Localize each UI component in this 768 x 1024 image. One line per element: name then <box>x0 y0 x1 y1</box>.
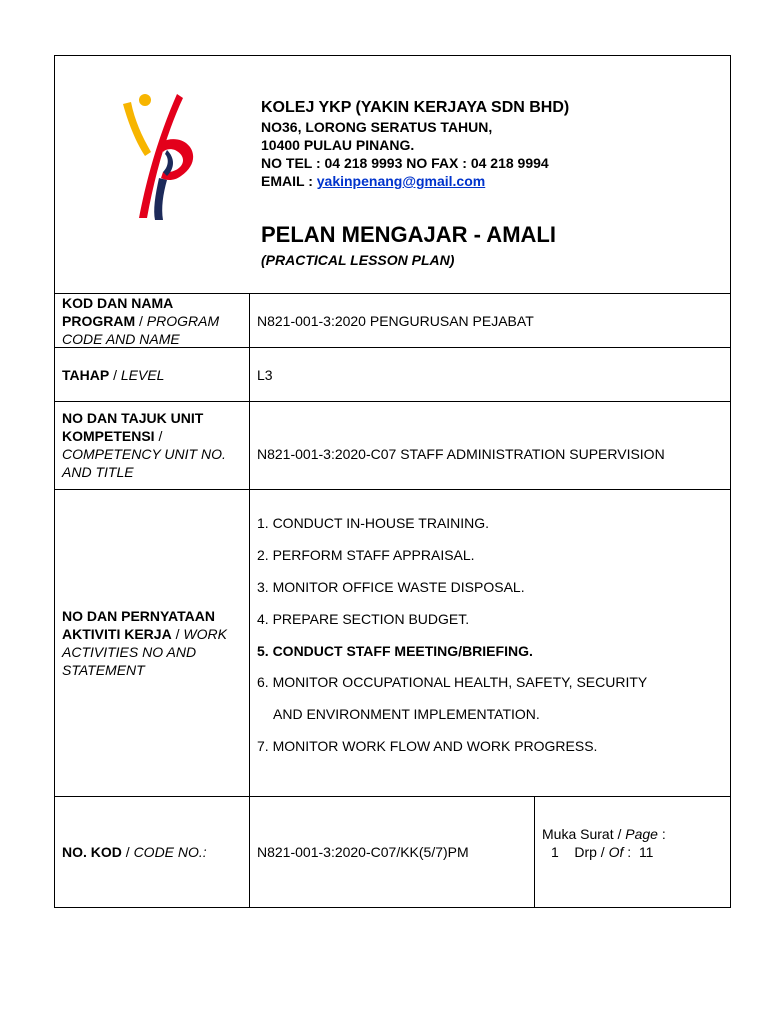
code-value: N821-001-3:2020-C07/KK(5/7)PM <box>257 844 469 860</box>
label-separator: / <box>109 367 121 383</box>
activity-item-7: 7. MONITOR WORK FLOW AND WORK PROGRESS. <box>257 738 598 754</box>
level-label <box>62 366 242 384</box>
page-label-colon: : <box>657 826 666 842</box>
activity-item-6-continued: AND ENVIRONMENT IMPLEMENTATION. <box>273 706 540 722</box>
label-separator: / <box>135 313 147 329</box>
phone-fax: NO TEL : 04 218 9993 NO FAX : 04 218 9994 <box>261 155 549 171</box>
activities-label-italic: WORK ACTIVITIES NO AND STATEMENT <box>62 626 227 678</box>
unit-label-italic: COMPETENCY UNIT NO. AND TITLE <box>62 446 226 480</box>
address-line-1: NO36, LORONG SERATUS TAHUN, <box>261 119 493 135</box>
activity-item-1: 1. CONDUCT IN-HOUSE TRAINING. <box>257 515 490 531</box>
institution-info <box>261 98 569 190</box>
activity-item-2: 2. PERFORM STAFF APPRAISAL. <box>257 547 475 563</box>
address-line-2: 10400 PULAU PINANG. <box>261 137 415 153</box>
email-label: EMAIL : <box>261 173 317 189</box>
divider <box>55 401 730 402</box>
label-separator: / <box>171 626 184 642</box>
code-label <box>62 843 242 861</box>
divider <box>55 796 730 797</box>
program-label-bold: KOD DAN NAMA PROGRAM <box>62 295 173 329</box>
page-number: 1 <box>551 844 559 860</box>
activity-item-4: 4. PREPARE SECTION BUDGET. <box>257 611 470 627</box>
label-separator: / <box>154 428 163 444</box>
level-value: L3 <box>257 367 273 383</box>
divider <box>55 489 730 490</box>
level-label-bold: TAHAP <box>62 367 110 383</box>
column-divider <box>249 293 250 907</box>
document-header <box>55 56 730 294</box>
of-label: Drp / <box>574 844 609 860</box>
code-label-italic: CODE NO.: <box>133 844 207 860</box>
document-subtitle: (PRACTICAL LESSON PLAN) <box>261 252 455 268</box>
total-pages: 11 <box>638 844 654 860</box>
email-line <box>261 172 569 190</box>
program-label-italic: PROGRAM CODE AND NAME <box>62 313 220 347</box>
lesson-plan-document <box>54 55 731 908</box>
column-divider <box>534 796 535 907</box>
program-value: N821-001-3:2020 PENGURUSAN PEJABAT <box>257 313 534 329</box>
of-label-italic: Of <box>608 844 624 860</box>
activities-label <box>62 607 242 679</box>
unit-label-bold: NO DAN TAJUK UNIT KOMPETENSI <box>62 410 204 444</box>
label-separator: / <box>121 844 134 860</box>
of-colon: : <box>623 844 632 860</box>
page-label <box>542 825 666 843</box>
activity-item-5: 5. CONDUCT STAFF MEETING/BRIEFING. <box>257 643 533 659</box>
code-label-bold: NO. KOD <box>62 844 122 860</box>
program-label <box>62 294 242 348</box>
unit-value: N821-001-3:2020-C07 STAFF ADMINISTRATION SUPERVISION <box>257 446 665 462</box>
ykp-logo-icon <box>115 86 205 226</box>
institution-name: KOLEJ YKP (YAKIN KERJAYA SDN BHD) <box>261 99 570 116</box>
activity-item-6: 6. MONITOR OCCUPATIONAL HEALTH, SAFETY, SECURITY <box>257 674 648 690</box>
activities-label-bold: NO DAN PERNYATAAN AKTIVITI KERJA <box>62 608 215 642</box>
unit-label <box>62 409 242 481</box>
email-link[interactable]: yakinpenang@gmail.com <box>316 173 486 189</box>
document-title: PELAN MENGAJAR - AMALI <box>261 222 556 247</box>
page-number-line <box>551 843 653 861</box>
page-label-italic: Page <box>625 826 658 842</box>
activity-item-3: 3. MONITOR OFFICE WASTE DISPOSAL. <box>257 579 525 595</box>
level-label-italic: LEVEL <box>120 367 165 383</box>
page-label-text: Muka Surat / <box>542 826 626 842</box>
